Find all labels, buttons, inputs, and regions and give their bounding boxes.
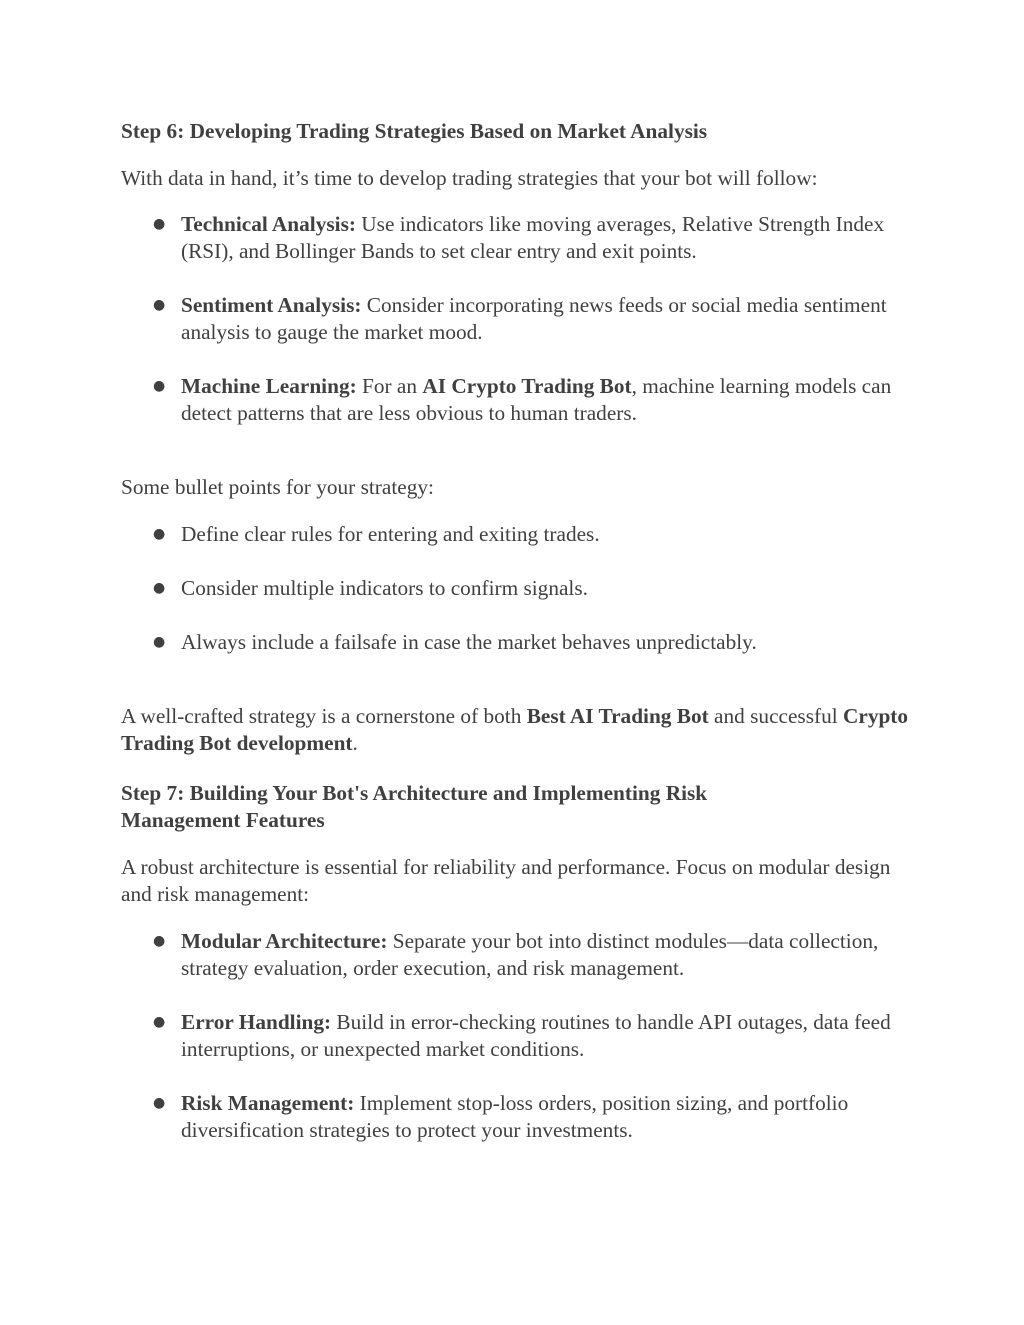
step7-heading: Step 7: Building Your Bot's Architecture and Implementing Risk Management Features (121, 781, 708, 832)
list-item (121, 373, 911, 427)
bullet-icon: ● (153, 933, 166, 949)
step6-intro: With data in hand, it’s time to develop trading strategies that your bot will follow: (121, 166, 818, 190)
step6-conclusion (121, 703, 911, 757)
item-text: Consider incorporating news feeds or social media sentiment analysis to gauge the market mood. (181, 293, 887, 344)
list-item (121, 211, 911, 265)
bullet-icon: ● (153, 1095, 166, 1111)
step6-heading: Step 6: Developing Trading Strategies Based on Market Analysis (121, 119, 708, 143)
item-text: Implement stop-loss orders, position sizing, and portfolio diversification strategies to protect your investments. (181, 1091, 849, 1142)
item-text: Separate your bot into distinct modules—data collection, strategy evaluation, order execution, and risk management. (181, 929, 879, 980)
list-item (121, 521, 911, 548)
list-item (121, 292, 911, 346)
strategy-points-list (121, 521, 911, 656)
step6-analysis-list (121, 211, 911, 427)
strategy-intro: Some bullet points for your strategy: (121, 475, 434, 499)
item-bold-label: Technical Analysis: (181, 212, 356, 236)
item-bold-label: Risk Management: (181, 1091, 355, 1115)
conclusion-bold: Best AI Trading Bot (526, 704, 709, 728)
bullet-icon: ● (153, 297, 166, 313)
item-bold-label: Sentiment Analysis: (181, 293, 362, 317)
list-item (121, 575, 911, 602)
item-text: Build in error-checking routines to handle API outages, data feed interruptions, or unexpected market conditions. (181, 1010, 891, 1061)
item-text: , machine learning models can detect patterns that are less obvious to human traders. (181, 374, 892, 425)
conclusion-text: . (352, 731, 358, 755)
item-text: For an (356, 374, 423, 398)
bullet-icon: ● (153, 634, 166, 650)
item-text: Always include a failsafe in case the market behaves unpredictably. (181, 630, 757, 654)
list-item (121, 1009, 911, 1063)
item-text: Consider multiple indicators to confirm signals. (181, 576, 588, 600)
conclusion-bold: Crypto Trading Bot development (121, 704, 909, 755)
item-bold-label: Modular Architecture: (181, 929, 388, 953)
bullet-icon: ● (153, 1014, 166, 1030)
item-bold-label: Error Handling: (181, 1010, 332, 1034)
step7-architecture-list (121, 928, 911, 1144)
bullet-icon: ● (153, 378, 166, 394)
conclusion-text: A well-crafted strategy is a cornerstone of both (121, 704, 527, 728)
list-item (121, 629, 911, 656)
bullet-icon: ● (153, 580, 166, 596)
conclusion-text: and successful (708, 704, 843, 728)
document-page (121, 118, 911, 1144)
item-inline-bold: AI Crypto Trading Bot (422, 374, 632, 398)
list-item (121, 928, 911, 982)
item-text: Use indicators like moving averages, Relative Strength Index (RSI), and Bollinger Bands to set clear entry and exit points. (181, 212, 885, 263)
item-text: Define clear rules for entering and exiting trades. (181, 522, 600, 546)
bullet-icon: ● (153, 526, 166, 542)
item-bold-label: Machine Learning: (181, 374, 357, 398)
list-item (121, 1090, 911, 1144)
step7-intro: A robust architecture is essential for reliability and performance. Focus on modular design and risk management: (121, 855, 891, 906)
bullet-icon: ● (153, 216, 166, 232)
